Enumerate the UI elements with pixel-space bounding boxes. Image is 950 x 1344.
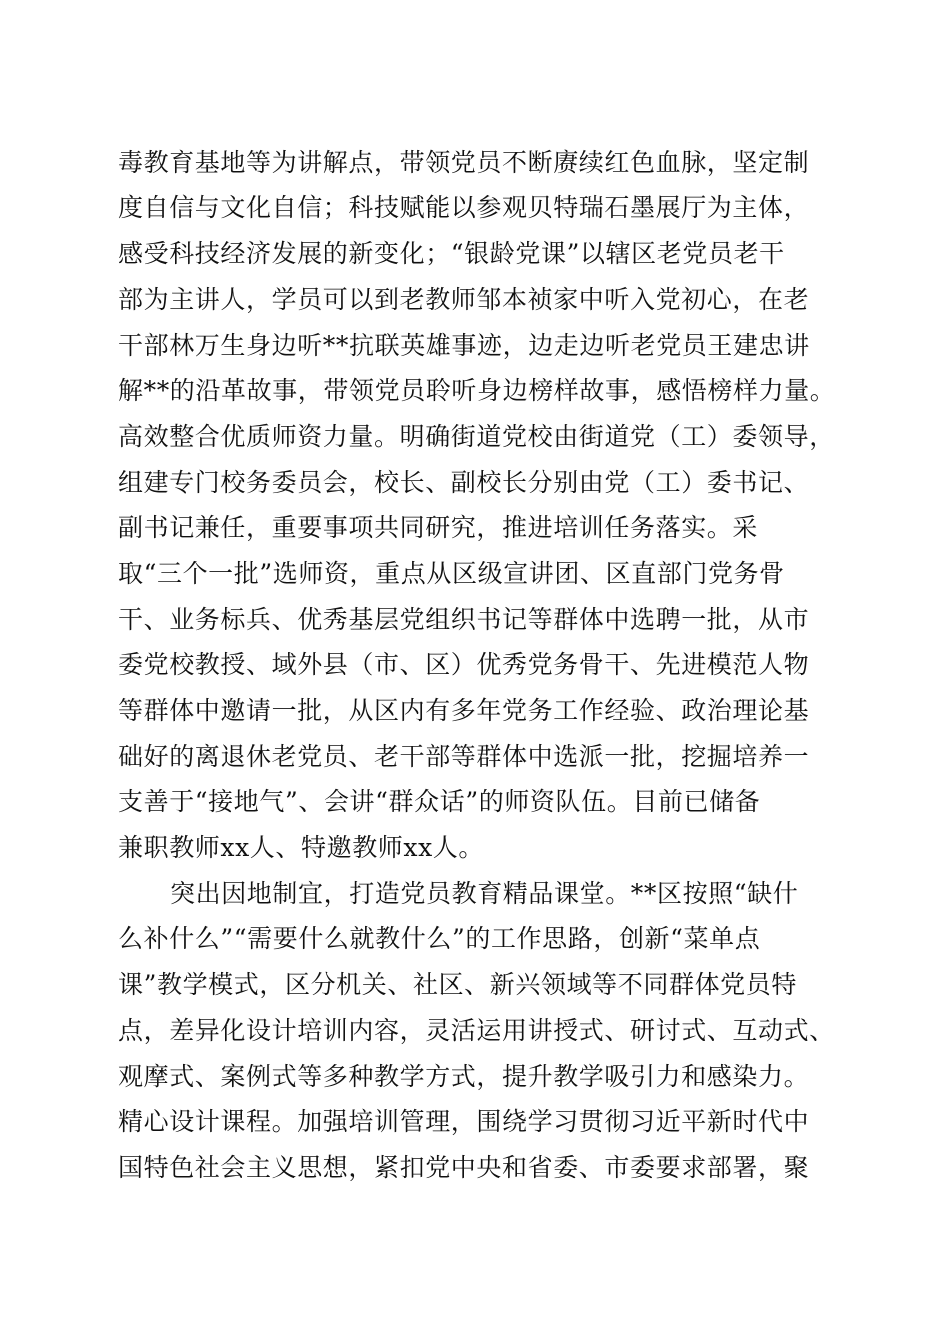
paragraph-first-line: 突出因地制宜，打造党员教育精品课堂。**区按照“缺什 — [170, 879, 799, 908]
text-line: 度自信与文化自信；科技赋能以参观贝特瑞石墨展厅为主体， — [118, 193, 810, 222]
text-line: 点，差异化设计培训内容，灵活运用讲授式、研讨式、互动式、 — [118, 1016, 835, 1045]
text-line: 委党校教授、域外县（市、区）优秀党务骨干、先进模范人物 — [118, 650, 810, 679]
text-line: 部为主讲人，学员可以到老教师邹本祯家中听入党初心，在老 — [118, 285, 810, 314]
text-line: 课”教学模式，区分机关、社区、新兴领域等不同群体党员特 — [118, 970, 797, 999]
text-line: 国特色社会主义思想，紧扣党中央和省委、市委要求部署，聚 — [118, 1153, 810, 1182]
text-line: 副书记兼任，重要事项共同研究，推进培训任务落实。采 — [118, 513, 759, 542]
text-line: 取“三个一批”选师资，重点从区级宣讲团、区直部门党务骨 — [118, 559, 785, 588]
text-line: 干、业务标兵、优秀基层党组织书记等群体中选聘一批，从市 — [118, 605, 810, 634]
text-line: 高效整合优质师资力量。明确街道党校由街道党（工）委领导， — [118, 422, 835, 451]
text-line: 础好的离退休老党员、老干部等群体中选派一批，挖掘培养一 — [118, 742, 810, 771]
text-line: 感受科技经济发展的新变化；“银龄党课”以辖区老党员老干 — [118, 239, 785, 268]
text-line: 解**的沿革故事，带领党员聆听身边榜样故事，感悟榜样力量。 — [118, 376, 836, 405]
text-line: 么补什么”“需要什么就教什么”的工作思路，创新“菜单点 — [118, 924, 761, 953]
text-line: 毒教育基地等为讲解点，带领党员不断赓续红色血脉，坚定制 — [118, 148, 810, 177]
text-line: 精心设计课程。加强培训管理，围绕学习贯彻习近平新时代中 — [118, 1107, 810, 1136]
text-line: 等群体中邀请一批，从区内有多年党务工作经验、政治理论基 — [118, 696, 810, 725]
text-line: 干部林万生身边听**抗联英雄事迹，边走边听老党员王建忠讲 — [118, 331, 810, 360]
text-line: 兼职教师xx人、特邀教师xx人。 — [118, 833, 484, 862]
text-line: 支善于“接地气”、会讲“群众话”的师资队伍。目前已储备 — [118, 787, 761, 816]
text-line: 观摩式、案例式等多种教学方式，提升教学吸引力和感染力。 — [118, 1062, 810, 1091]
text-line: 组建专门校务委员会，校长、副校长分别由党（工）委书记、 — [118, 468, 810, 497]
